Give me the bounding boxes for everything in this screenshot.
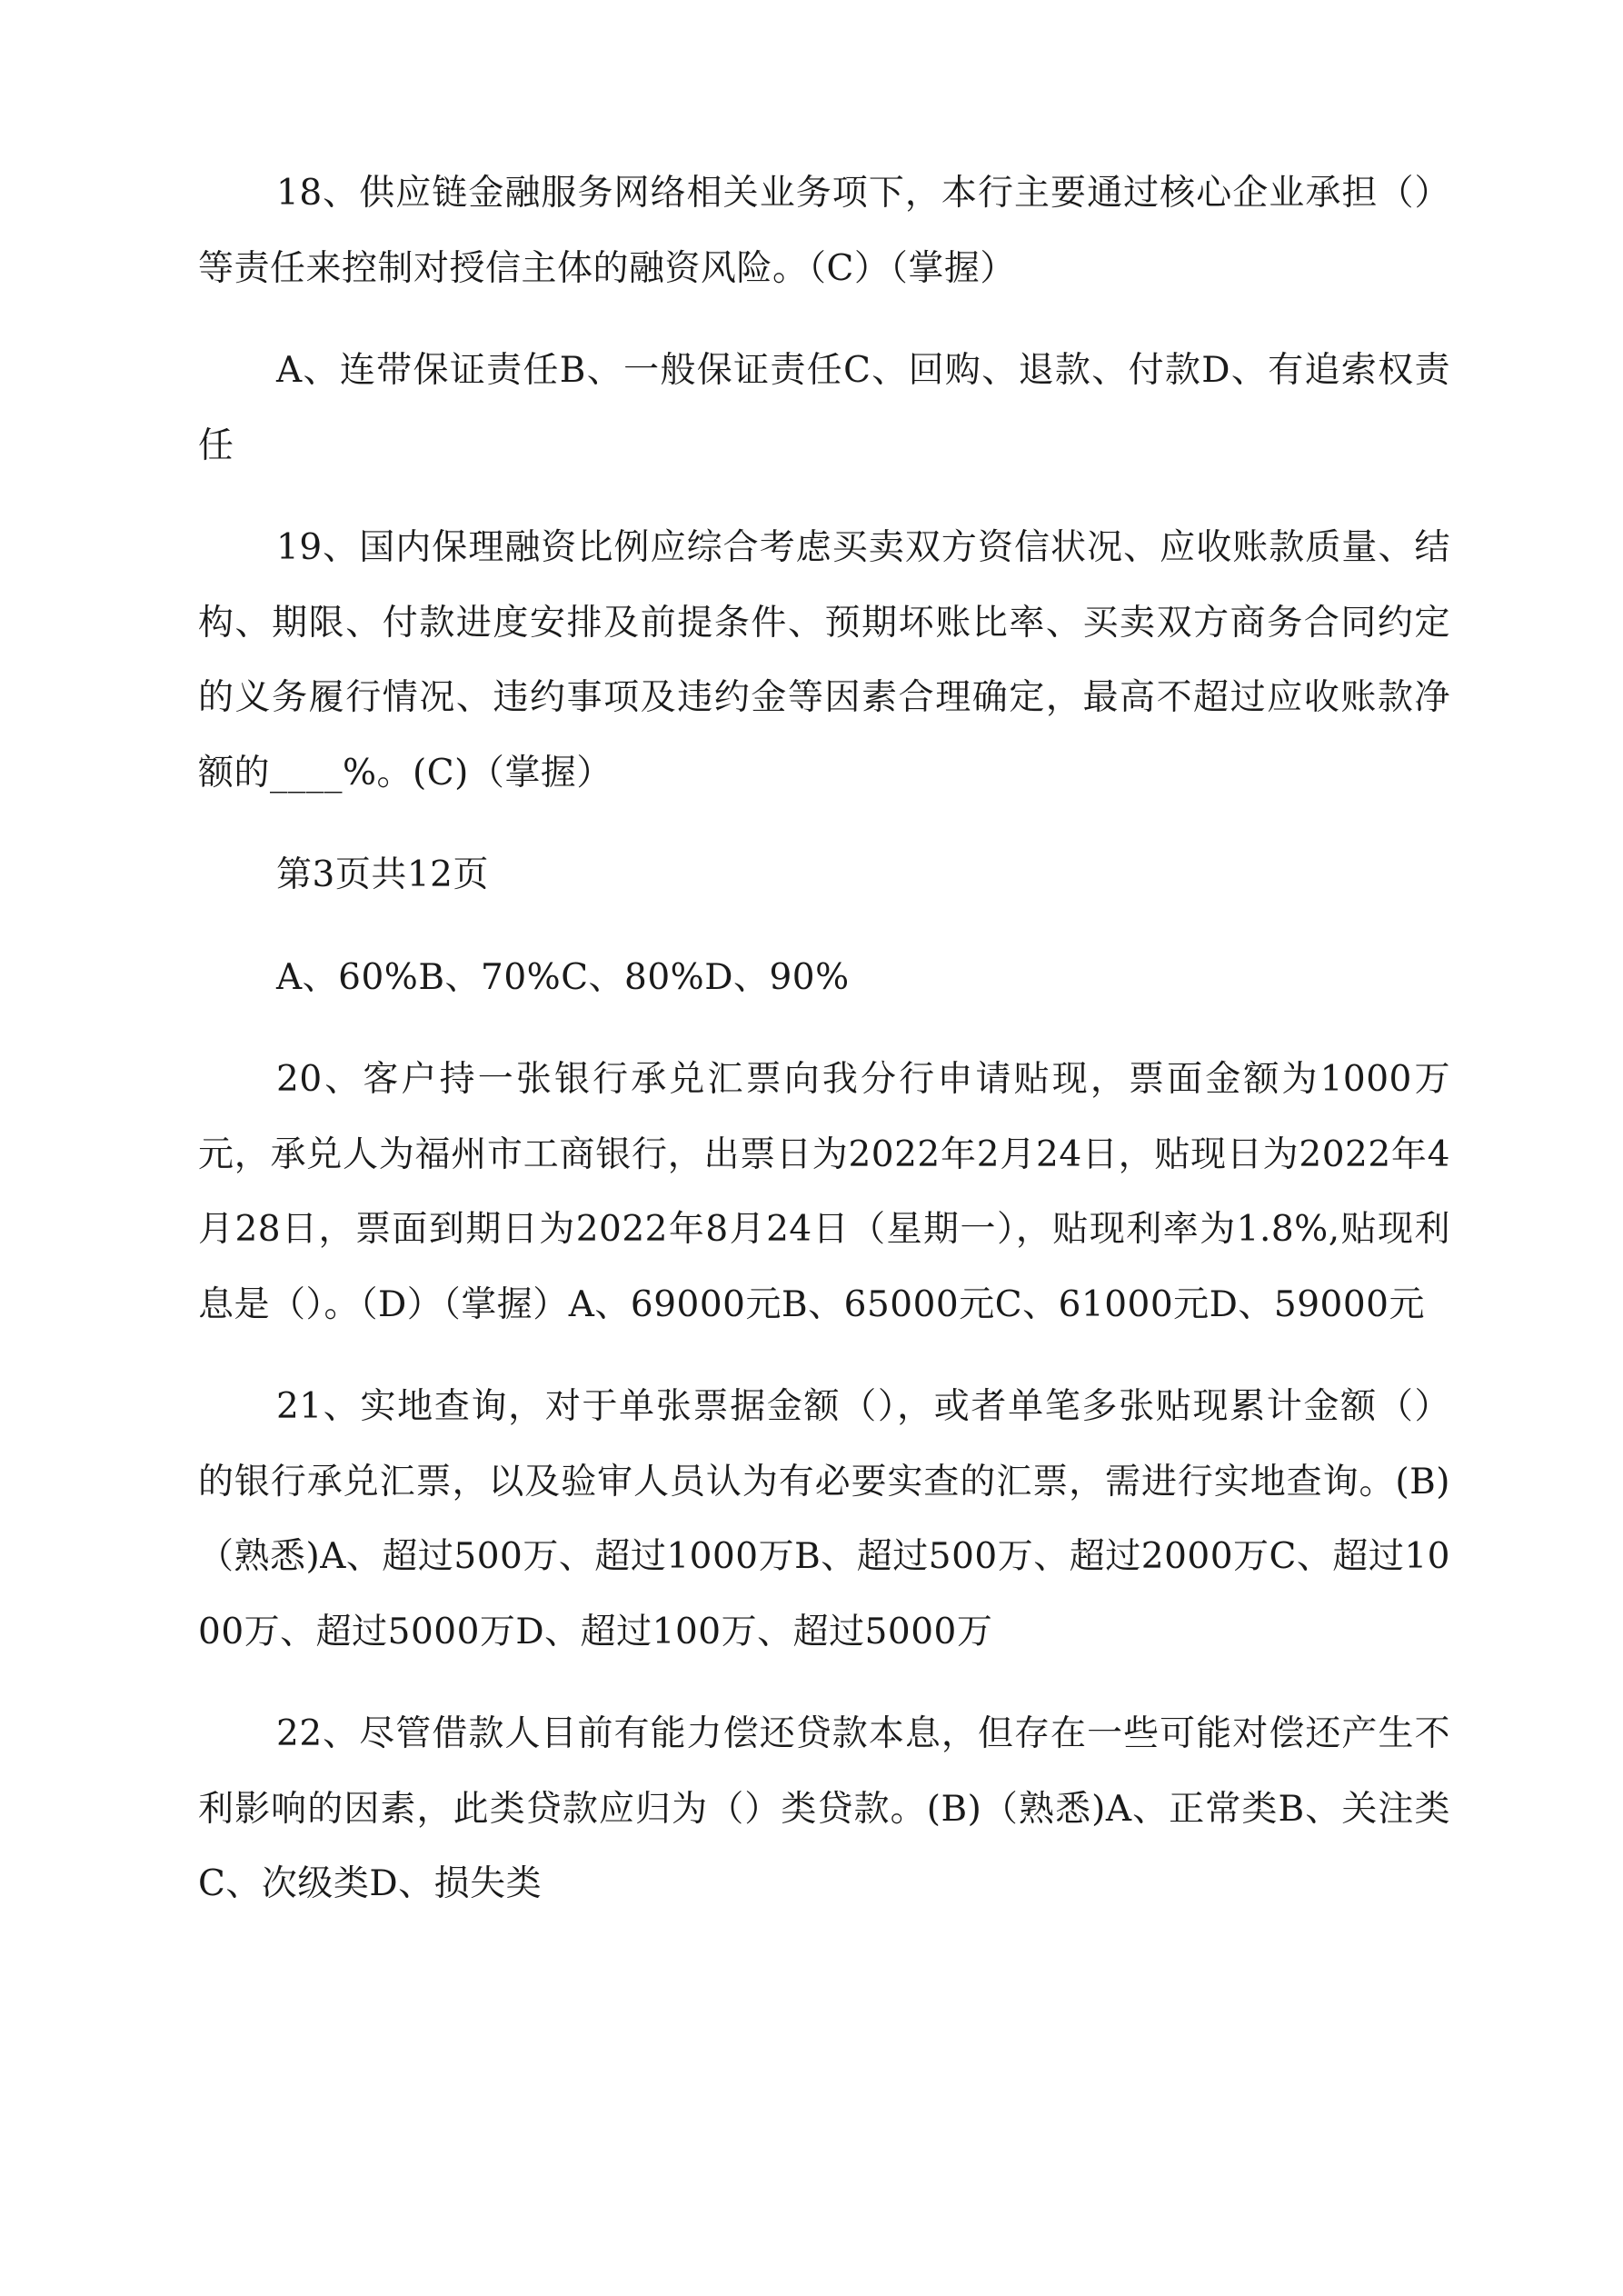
question-18: 18、供应链金融服务网络相关业务项下，本行主要通过核心企业承担（）等责任来控制对授信主体的融资风险。（C）（掌握） bbox=[198, 173, 1450, 289]
page-number: 第3页共12页 bbox=[276, 854, 489, 895]
question-21: 21、实地查询，对于单张票据金额（），或者单笔多张贴现累计金额（）的银行承兑汇票，以及验审人员认为有必要实查的汇票，需进行实地查询。(B)（熟悉)A、超过500万、超过1000万B、超过500万、超过2000万C、超过1000万、超过5000万D、超过100万、超过5000万 bbox=[198, 1386, 1450, 1652]
question-20: 20、客户持一张银行承兑汇票向我分行申请贴现，票面金额为1000万元，承兑人为福州市工商银行，出票日为2022年2月24日，贴现日为2022年4月28日，票面到期日为2022年8月24日（星期一），贴现利率为1.8%,贴现利息是（）。（D）（掌握）A、69000元B、65000元C、61000元D、59000元 bbox=[198, 1059, 1450, 1325]
document-body bbox=[198, 156, 1450, 1950]
question-19: 19、国内保理融资比例应综合考虑买卖双方资信状况、应收账款质量、结构、期限、付款进度安排及前提条件、预期坏账比率、买卖双方商务合同约定的义务履行情况、违约事项及违约金等因素合理确定，最高不超过应收账款净额的____%。(C)（掌握） bbox=[198, 527, 1450, 794]
question-22: 22、尽管借款人目前有能力偿还贷款本息，但存在一些可能对偿还产生不利影响的因素，此类贷款应归为（）类贷款。(B)（熟悉)A、正常类B、关注类C、次级类D、损失类 bbox=[198, 1713, 1450, 1904]
question-18-options: A、连带保证责任B、一般保证责任C、回购、退款、付款D、有追索权责任 bbox=[198, 350, 1450, 466]
question-19-options: A、60%B、70%C、80%D、90% bbox=[276, 956, 850, 998]
